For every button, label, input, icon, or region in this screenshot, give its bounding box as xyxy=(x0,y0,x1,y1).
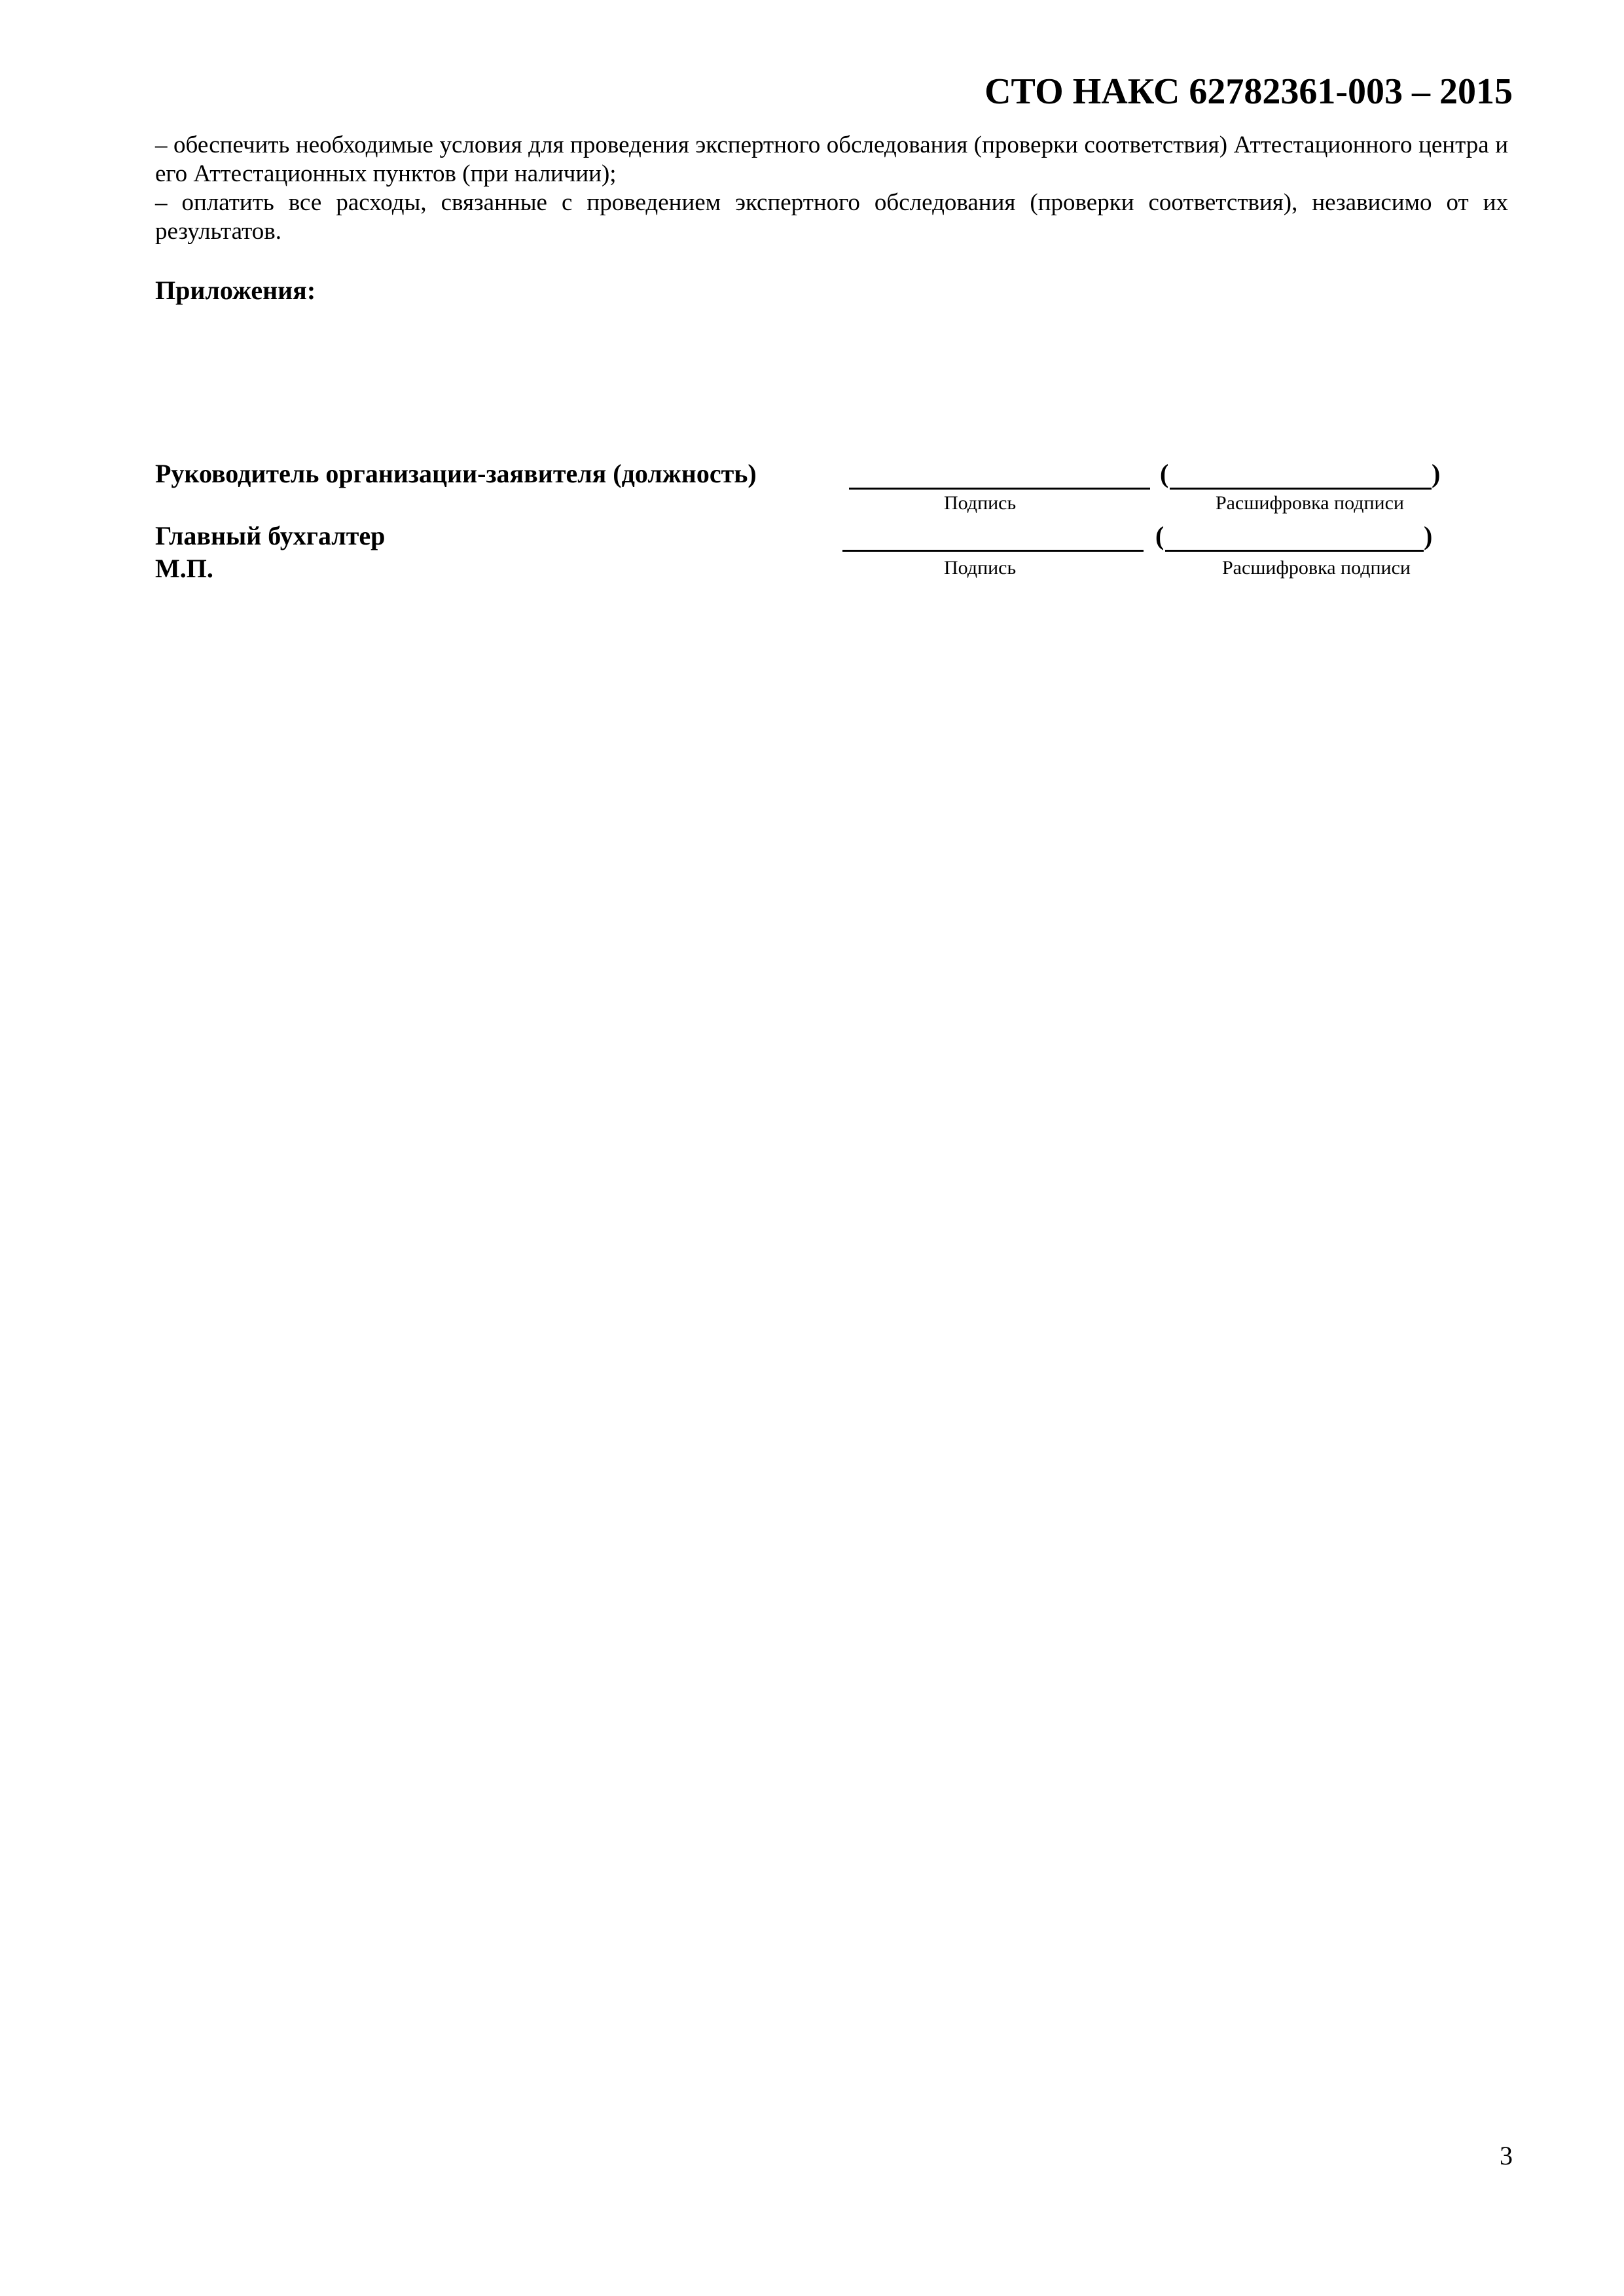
paragraph-conditions: – обеспечить необходимые условия для проведения экспертного обследования (проверки соответствия) Аттестационного центра и его Аттестационных пунктов (при наличии); xyxy=(155,132,1508,187)
stamp-label: М.П. xyxy=(155,554,213,583)
accountant-close-paren: ) xyxy=(1424,521,1433,550)
appendix-heading: Приложения: xyxy=(155,276,316,305)
head-decode-caption: Расшифровка подписи xyxy=(1216,492,1404,514)
accountant-sign-caption: Подпись xyxy=(944,557,1017,579)
head-decode-line[interactable] xyxy=(1170,488,1432,490)
accountant-label: Главный бухгалтер xyxy=(155,521,386,550)
signature-row-head xyxy=(155,458,1471,517)
head-label: Руководитель организации-заявителя (должность) xyxy=(155,459,757,488)
page-number: 3 xyxy=(1500,2141,1513,2170)
head-open-paren: ( xyxy=(1160,459,1169,488)
accountant-open-paren: ( xyxy=(1155,521,1164,550)
paragraph-expenses: – оплатить все расходы, связанные с проведением экспертного обследования (проверки соответствия), независимо от их результатов. xyxy=(155,189,1508,245)
head-signature-line[interactable] xyxy=(849,488,1150,490)
signature-row-accountant xyxy=(155,520,1471,579)
document-code: СТО НАКС 62782361-003 – 2015 xyxy=(984,71,1513,112)
accountant-decode-line[interactable] xyxy=(1165,550,1424,552)
head-close-paren: ) xyxy=(1432,459,1441,488)
accountant-signature-line[interactable] xyxy=(842,550,1144,552)
body-text xyxy=(155,131,1508,246)
accountant-decode-caption: Расшифровка подписи xyxy=(1222,557,1411,579)
head-sign-caption: Подпись xyxy=(944,492,1017,514)
